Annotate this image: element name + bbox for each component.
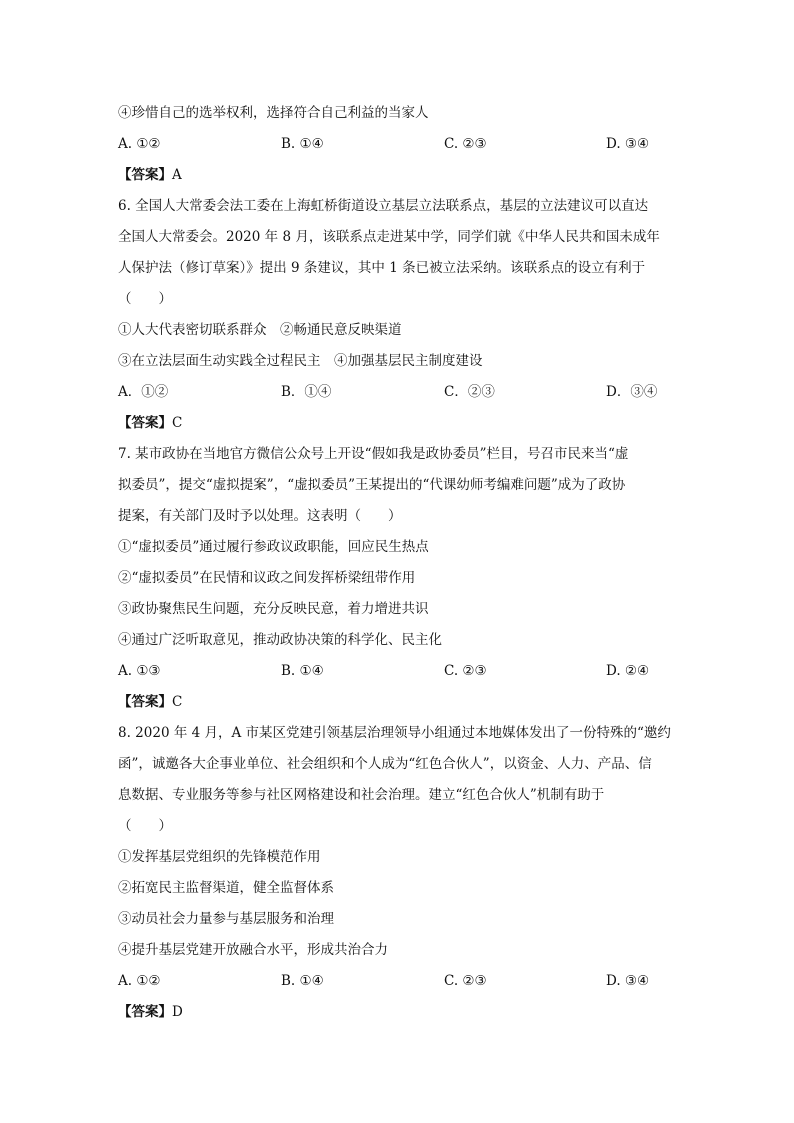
q7-item-2: ②“虚拟委员”在民情和议政之间发挥桥梁纽带作用	[118, 570, 416, 586]
q8-answer-label: 【答案】	[118, 1004, 172, 1020]
q7-option-c: C. ②③	[444, 663, 487, 679]
q8-stem-line-4: （ ）	[118, 818, 172, 834]
q8-item-1: ①发挥基层党组织的先锋模范作用	[118, 849, 321, 865]
q7-stem-line-1: 7. 某市政协在当地官方微信公众号上开设“假如我是政协委员”栏目，号召市民来当“虚	[118, 446, 629, 462]
q6-option-c: C．②③	[444, 384, 495, 400]
q7-option-a: A. ①③	[118, 663, 161, 679]
q8-answer	[118, 997, 678, 1028]
q6-answer-label: 【答案】	[118, 415, 172, 431]
q8-option-c: C. ②③	[444, 973, 487, 989]
q8-item-3: ③动员社会力量参与基层服务和治理	[118, 911, 334, 927]
q5-answer-value: A	[172, 167, 182, 183]
q7-item-3: ③政协聚焦民生问题，充分反映民意，着力增进共识	[118, 601, 429, 617]
q7-answer-label: 【答案】	[118, 694, 172, 710]
q5-answer-label: 【答案】	[118, 167, 172, 183]
q8-options	[118, 966, 678, 997]
q8-item-4: ④提升基层党建开放融合水平，形成共治合力	[118, 942, 388, 958]
q5-answer	[118, 160, 678, 191]
q6-option-d: D．③④	[606, 384, 658, 400]
q7-option-d: D. ②④	[606, 663, 650, 679]
q7-answer	[118, 687, 678, 718]
q6-options	[118, 377, 678, 408]
q5-option-a: A. ①②	[118, 136, 161, 152]
exam-page	[118, 98, 678, 1028]
q6-answer	[118, 408, 678, 439]
q7-stem-line-3: 提案，有关部门及时予以处理。这表明（ ）	[118, 508, 402, 524]
q6-option-b: B．①④	[281, 384, 332, 400]
q8-stem-line-2: 函”，诚邀各大企事业单位、社会组织和个人成为“红色合伙人”，以资金、人力、产品、信	[118, 756, 652, 772]
q5-option-b: B. ①④	[281, 136, 324, 152]
q6-items-line-2: ③在立法层面生动实践全过程民主 ④加强基层民主制度建设	[118, 353, 483, 369]
q8-stem-line-3: 息数据、专业服务等参与社区网格建设和社会治理。建立“红色合伙人”机制有助于	[118, 787, 605, 803]
q5-option-c: C. ②③	[444, 136, 487, 152]
q7-option-b: B. ①④	[281, 663, 324, 679]
q6-stem-line-4: （ ）	[118, 291, 172, 307]
q8-option-d: D. ③④	[606, 973, 650, 989]
q6-stem-line-2: 全国人大常委会。2020 年 8 月，该联系点走进某中学，同学们就《中华人民共和国未成年	[118, 229, 660, 245]
q6-stem-line-1: 6. 全国人大常委会法工委在上海虹桥街道设立基层立法联系点，基层的立法建议可以直达	[118, 198, 649, 214]
q6-stem-line-3: 人保护法（修订草案）》提出 9 条建议，其中 1 条已被立法采纳。该联系点的设立有利于	[118, 260, 646, 276]
q5-item-4: ④珍惜自己的选举权利，选择符合自己利益的当家人	[118, 105, 429, 121]
q7-answer-value: C	[172, 694, 183, 710]
q7-options	[118, 656, 678, 687]
q7-item-4: ④通过广泛听取意见，推动政协决策的科学化、民主化	[118, 632, 442, 648]
q7-stem-line-2: 拟委员”，提交“虚拟提案”，“虚拟委员”王某提出的“代课幼师考编难问题”成为了政协	[118, 477, 626, 493]
q8-stem-line-1: 8. 2020 年 4 月，A 市某区党建引领基层治理领导小组通过本地媒体发出了一份特殊的“邀约	[118, 725, 671, 741]
q7-item-1: ①“虚拟委员”通过履行参政议政职能，回应民生热点	[118, 539, 429, 555]
q8-option-b: B. ①④	[281, 973, 324, 989]
q6-answer-value: C	[172, 415, 183, 431]
q6-items-line-1: ①人大代表密切联系群众 ②畅通民意反映渠道	[118, 322, 402, 338]
q8-answer-value: D	[172, 1004, 183, 1020]
q5-option-d: D. ③④	[606, 136, 650, 152]
q8-item-2: ②拓宽民主监督渠道，健全监督体系	[118, 880, 334, 896]
q6-option-a: A．①②	[118, 384, 169, 400]
q8-option-a: A. ①②	[118, 973, 161, 989]
q5-options	[118, 129, 678, 160]
